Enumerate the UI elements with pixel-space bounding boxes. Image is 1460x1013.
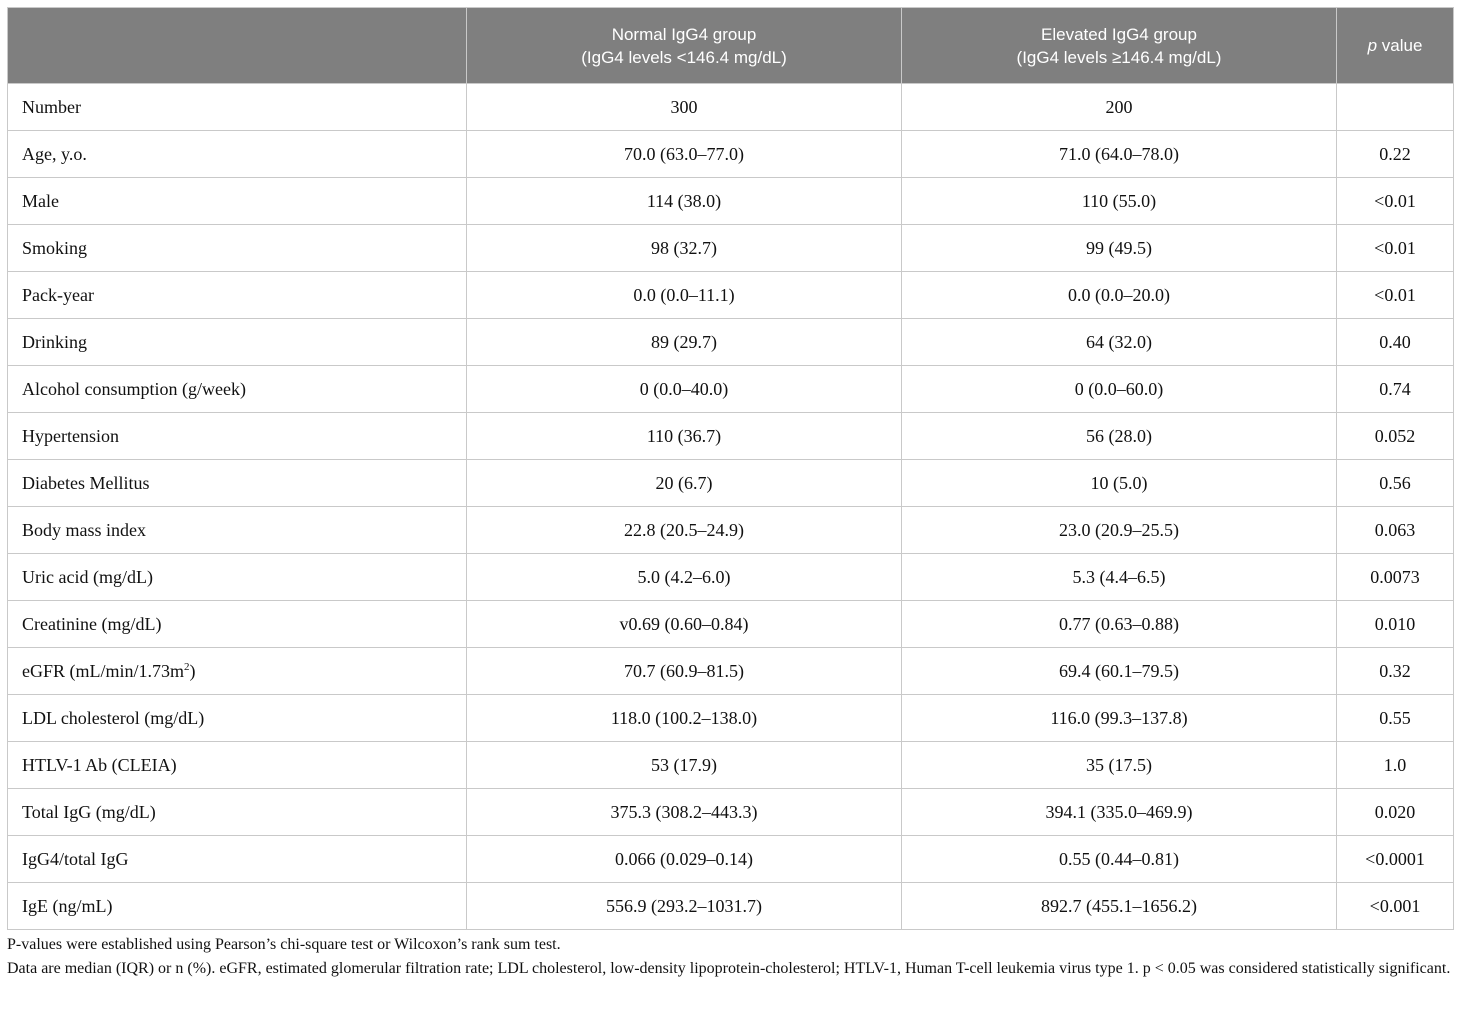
cell-elevated-group: 0.77 (0.63–0.88)	[902, 601, 1337, 648]
footnote-stats-method: P-values were established using Pearson’s chi-square test or Wilcoxon’s rank sum test.	[7, 936, 561, 953]
header-elevated-title: Elevated IgG4 group	[1041, 24, 1197, 44]
row-label: Drinking	[8, 319, 467, 366]
table-row	[8, 601, 1454, 648]
cell-p-value: 0.56	[1337, 460, 1454, 507]
table-row	[8, 413, 1454, 460]
cell-normal-group: 89 (29.7)	[467, 319, 902, 366]
cell-p-value: 0.55	[1337, 695, 1454, 742]
row-label: Age, y.o.	[8, 131, 467, 178]
table-row	[8, 789, 1454, 836]
cell-normal-group: 118.0 (100.2–138.0)	[467, 695, 902, 742]
cell-normal-group: 300	[467, 84, 902, 131]
cell-elevated-group: 71.0 (64.0–78.0)	[902, 131, 1337, 178]
cell-elevated-group: 56 (28.0)	[902, 413, 1337, 460]
cell-normal-group: 0 (0.0–40.0)	[467, 366, 902, 413]
table-row	[8, 272, 1454, 319]
cell-normal-group: 114 (38.0)	[467, 178, 902, 225]
table-row	[8, 554, 1454, 601]
cell-elevated-group: 35 (17.5)	[902, 742, 1337, 789]
cell-p-value: 0.052	[1337, 413, 1454, 460]
table-row	[8, 836, 1454, 883]
cell-normal-group: 0.0 (0.0–11.1)	[467, 272, 902, 319]
cell-elevated-group: 10 (5.0)	[902, 460, 1337, 507]
header-p-italic: p	[1367, 36, 1378, 55]
header-elevated-criteria: (IgG4 levels ≥146.4 mg/dL)	[1016, 47, 1222, 67]
row-label: Body mass index	[8, 507, 467, 554]
table-row	[8, 883, 1454, 930]
row-label: IgG4/total IgG	[8, 836, 467, 883]
cell-p-value: <0.0001	[1337, 836, 1454, 883]
header-row	[8, 8, 1454, 84]
cell-elevated-group: 892.7 (455.1–1656.2)	[902, 883, 1337, 930]
header-normal-group	[467, 8, 902, 84]
header-p-rest: value	[1377, 36, 1423, 55]
cell-p-value: <0.01	[1337, 178, 1454, 225]
header-empty-cell	[8, 8, 467, 84]
table-row	[8, 648, 1454, 695]
table-row	[8, 366, 1454, 413]
cell-p-value: 0.74	[1337, 366, 1454, 413]
row-label: HTLV-1 Ab (CLEIA)	[8, 742, 467, 789]
header-elevated-group	[902, 8, 1337, 84]
cell-p-value	[1337, 84, 1454, 131]
cell-elevated-group: 394.1 (335.0–469.9)	[902, 789, 1337, 836]
cell-p-value: 0.010	[1337, 601, 1454, 648]
cell-elevated-group: 0.0 (0.0–20.0)	[902, 272, 1337, 319]
table-header	[8, 8, 1454, 84]
table-container	[7, 7, 1453, 930]
row-label-superscript: 2	[184, 660, 190, 673]
cell-normal-group: 70.0 (63.0–77.0)	[467, 131, 902, 178]
table-row	[8, 460, 1454, 507]
cell-normal-group: 556.9 (293.2–1031.7)	[467, 883, 902, 930]
cell-p-value: 0.020	[1337, 789, 1454, 836]
table-row	[8, 742, 1454, 789]
cell-elevated-group: 200	[902, 84, 1337, 131]
row-label: IgE (ng/mL)	[8, 883, 467, 930]
cell-elevated-group: 99 (49.5)	[902, 225, 1337, 272]
cell-normal-group: 110 (36.7)	[467, 413, 902, 460]
cell-elevated-group: 110 (55.0)	[902, 178, 1337, 225]
cell-p-value: 0.0073	[1337, 554, 1454, 601]
header-normal-title: Normal IgG4 group	[611, 24, 757, 44]
row-label: Hypertension	[8, 413, 467, 460]
table-row	[8, 131, 1454, 178]
row-label: Male	[8, 178, 467, 225]
row-label-tail: )	[189, 660, 196, 681]
header-normal-criteria: (IgG4 levels <146.4 mg/dL)	[581, 47, 787, 67]
data-table	[7, 7, 1454, 930]
cell-p-value: <0.01	[1337, 225, 1454, 272]
cell-elevated-group: 69.4 (60.1–79.5)	[902, 648, 1337, 695]
cell-p-value: <0.001	[1337, 883, 1454, 930]
footnote-abbreviations: Data are median (IQR) or n (%). eGFR, estimated glomerular filtration rate; LDL cholesterol, low-density lipoprotein-cholesterol; HTLV-1, Human T-cell leukemia virus type 1. p < 0.05 was considered statistically significant.	[7, 960, 1451, 977]
header-p-value	[1337, 8, 1454, 84]
cell-elevated-group: 64 (32.0)	[902, 319, 1337, 366]
row-label: Number	[8, 84, 467, 131]
row-label	[8, 648, 467, 695]
cell-normal-group: 22.8 (20.5–24.9)	[467, 507, 902, 554]
table-row	[8, 84, 1454, 131]
row-label: Diabetes Mellitus	[8, 460, 467, 507]
table-body	[8, 84, 1454, 930]
cell-elevated-group: 23.0 (20.9–25.5)	[902, 507, 1337, 554]
cell-p-value: <0.01	[1337, 272, 1454, 319]
row-label: Pack-year	[8, 272, 467, 319]
row-label: Smoking	[8, 225, 467, 272]
cell-normal-group: 0.066 (0.029–0.14)	[467, 836, 902, 883]
row-label: Creatinine (mg/dL)	[8, 601, 467, 648]
row-label: Uric acid (mg/dL)	[8, 554, 467, 601]
cell-normal-group: 375.3 (308.2–443.3)	[467, 789, 902, 836]
cell-normal-group: v0.69 (0.60–0.84)	[467, 601, 902, 648]
cell-elevated-group: 5.3 (4.4–6.5)	[902, 554, 1337, 601]
table-row	[8, 319, 1454, 366]
table-row	[8, 695, 1454, 742]
row-label: LDL cholesterol (mg/dL)	[8, 695, 467, 742]
cell-elevated-group: 0 (0.0–60.0)	[902, 366, 1337, 413]
cell-normal-group: 53 (17.9)	[467, 742, 902, 789]
table-footnotes	[7, 933, 1453, 981]
cell-elevated-group: 116.0 (99.3–137.8)	[902, 695, 1337, 742]
cell-normal-group: 20 (6.7)	[467, 460, 902, 507]
cell-normal-group: 70.7 (60.9–81.5)	[467, 648, 902, 695]
table-row	[8, 178, 1454, 225]
row-label: Total IgG (mg/dL)	[8, 789, 467, 836]
cell-p-value: 0.40	[1337, 319, 1454, 366]
row-label: Alcohol consumption (g/week)	[8, 366, 467, 413]
cell-normal-group: 5.0 (4.2–6.0)	[467, 554, 902, 601]
row-label-text: eGFR (mL/min/1.73m	[22, 660, 184, 681]
cell-p-value: 0.32	[1337, 648, 1454, 695]
cell-elevated-group: 0.55 (0.44–0.81)	[902, 836, 1337, 883]
cell-p-value: 0.22	[1337, 131, 1454, 178]
cell-normal-group: 98 (32.7)	[467, 225, 902, 272]
table-row	[8, 225, 1454, 272]
cell-p-value: 0.063	[1337, 507, 1454, 554]
table-row	[8, 507, 1454, 554]
cell-p-value: 1.0	[1337, 742, 1454, 789]
